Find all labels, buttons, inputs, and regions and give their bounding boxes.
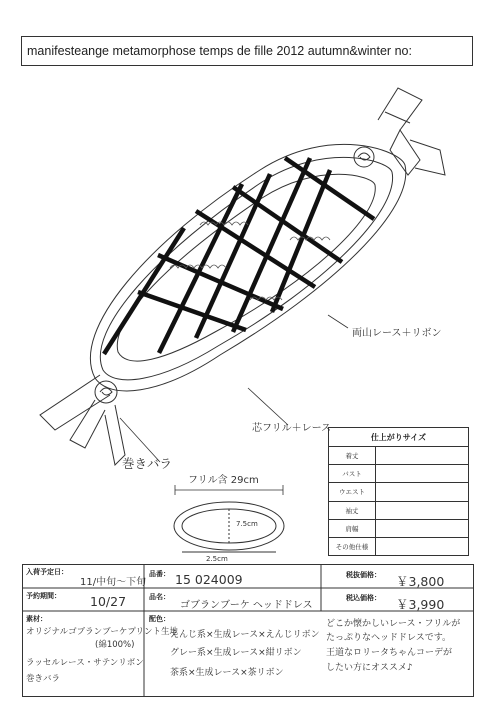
arrival-label: 入荷予定日： bbox=[26, 568, 68, 576]
table-row: 着丈 bbox=[329, 447, 469, 465]
annotation-lace-ribbon: 両山レース＋リボン bbox=[352, 328, 442, 339]
annotation-height-dim: 7.5cm bbox=[236, 520, 258, 528]
annotation-frill-lace: 芯フリル＋レース bbox=[252, 423, 332, 434]
color-line: えんじ系×生成レース×えんじリボン bbox=[170, 630, 320, 640]
material-line: (綿100%) bbox=[95, 640, 135, 650]
reservation-label: 予約期間： bbox=[26, 592, 61, 600]
material-line: オリジナルゴブランブーケプリント生地 bbox=[26, 627, 178, 637]
annotation-frill-width: フリル含 29cm bbox=[188, 475, 259, 486]
reservation-value: 10/27 bbox=[90, 594, 127, 609]
size-table-title: 仕上がりサイズ bbox=[329, 428, 469, 447]
comment-line: たっぷりなヘッドドレスです。 bbox=[326, 633, 452, 643]
color-label: 配色： bbox=[149, 615, 170, 623]
price-ex-label: 税抜価格： bbox=[346, 571, 381, 579]
product-no-label: 品番： bbox=[149, 570, 170, 578]
annotation-rose: 巻きバラ bbox=[122, 456, 173, 471]
material-line: 巻きバラ bbox=[26, 674, 61, 684]
comment-line: 王道なロリータちゃんコーデが bbox=[326, 648, 453, 658]
product-no-value: 15 024009 bbox=[175, 572, 243, 587]
material-line: ラッセルレース・サテンリボン bbox=[26, 658, 144, 668]
price-in-value: ￥3,990 bbox=[396, 597, 445, 612]
color-line: 茶系×生成レース×茶リボン bbox=[170, 668, 284, 678]
arrival-value: 11/中旬～下旬 bbox=[80, 577, 147, 588]
comment-line: したい方にオススメ♪ bbox=[326, 663, 413, 673]
product-name-value: ゴブランブーケ ヘッドドレス bbox=[180, 600, 313, 611]
price-in-label: 税込価格： bbox=[346, 594, 381, 602]
table-row: 袖丈 bbox=[329, 501, 469, 519]
table-row: 肩幅 bbox=[329, 519, 469, 537]
table-row: その他仕様 bbox=[329, 537, 469, 555]
comment-line: どこか懐かしいレース・フリルが bbox=[326, 619, 461, 629]
table-row: バスト bbox=[329, 465, 469, 483]
table-row: ウエスト bbox=[329, 483, 469, 501]
price-ex-value: ￥3,800 bbox=[396, 574, 445, 589]
header-title: manifesteange metamorphose temps de fille 2012 autumn&winter no: bbox=[27, 44, 412, 58]
color-line: グレー系×生成レース×紺リボン bbox=[170, 648, 302, 658]
product-name-label: 品名： bbox=[149, 593, 170, 601]
material-label: 素材： bbox=[26, 615, 47, 623]
annotation-width-dim: 2.5cm bbox=[206, 555, 228, 563]
